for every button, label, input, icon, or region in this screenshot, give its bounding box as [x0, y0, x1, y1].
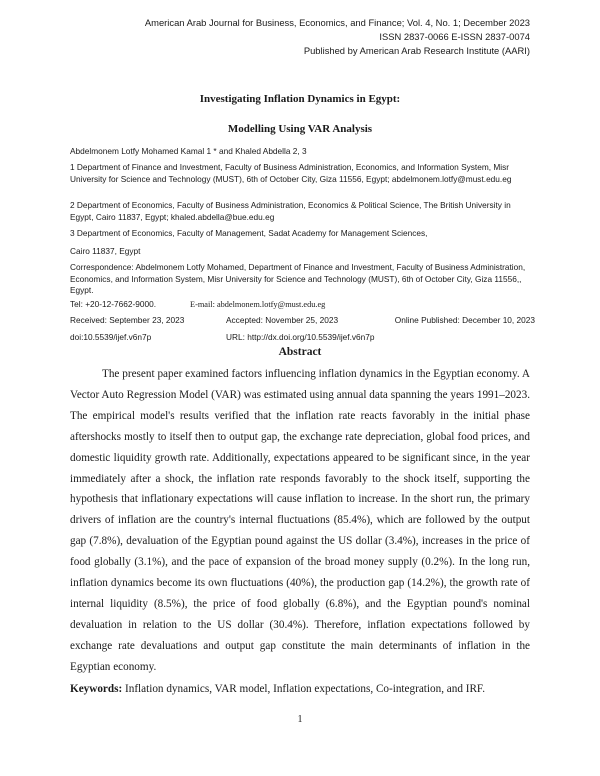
issn-line: ISSN 2837-0066 E-ISSN 2837-0074 [379, 31, 530, 42]
journal-header [60, 16, 530, 58]
affiliation-3-city: Cairo 11837, Egypt [70, 246, 141, 256]
email: E-mail: abdelmonem.lotfy@must.edu.eg [190, 300, 326, 309]
keywords-label: Keywords: [70, 683, 123, 695]
correspondence: Correspondence: Abdelmonem Lotfy Mohamed, Department of Finance and Investment, Faculty of Business Administration, Economics, and Information System, Misr University for Science and Technology (MUST), 6th of October City, Giza 11556,, Egypt. [70, 262, 526, 296]
journal-name: American Arab Journal for Business, Economics, and Finance; Vol. 4, No. 1; December 2023 [144, 17, 530, 28]
affiliation-3: 3 Department of Economics, Faculty of Management, Sadat Academy for Management Sciences, [70, 228, 428, 238]
doi-url[interactable]: URL: http://dx.doi.org/10.5539/ijef.v6n7p [226, 332, 375, 342]
affiliation-2: 2 Department of Economics, Faculty of Business Administration, Economics & Political Science, The British University in Egypt, Cairo 11837, Egypt; khaled.abdella@bue.edu.eg [70, 200, 511, 222]
telephone: Tel: +20-12-7662-9000. [70, 299, 157, 309]
authors: Abdelmonem Lotfy Mohamed Kamal 1 * and Khaled Abdella 2, 3 [70, 146, 307, 156]
publisher-line: Published by American Arab Research Institute (AARI) [303, 45, 530, 56]
doi: doi:10.5539/ijef.v6n7p [70, 332, 152, 342]
paper-subtitle: Modelling Using VAR Analysis [227, 123, 373, 135]
keywords-text: Inflation dynamics, VAR model, Inflation expectations, Co-integration, and IRF. [122, 683, 486, 695]
abstract-heading: Abstract [278, 346, 322, 358]
paper-title: Investigating Inflation Dynamics in Egypt: [199, 93, 401, 105]
keywords [70, 683, 535, 695]
affiliation-1: 1 Department of Finance and Investment, Faculty of Business Administration, Economics, and Information System, Misr University for Science and Technology (MUST), 6th of October City, Giza 11556, Egypt; abdelmonem.lotfy@must.edu.eg [70, 162, 512, 184]
accepted-date: Accepted: November 25, 2023 [226, 315, 339, 325]
page-number: 1 [297, 714, 303, 725]
received-date: Received: September 23, 2023 [70, 315, 185, 325]
abstract-body: The present paper examined factors influencing inflation dynamics in the Egyptian economy. A Vector Auto Regression Model (VAR) was estimated using annual data spanning the years 1991–2023. The empirical model's results verified that the inflation rate reacts favorably in the initial phase aftershocks mostly to itself then to output gap, the exchange rate depreciation, global food prices, and domestic liquidity growth rate. Additionally, expectations appeared to be significant since, in the year immediately after a shock, the inflation rate responds favorably to the shock itself, supporting the hypothesis that inflationary expectations will cause inflation to increase. In the short run, the primary drivers of inflation are the country's internal fluctuations (85.4%), which are followed by the output gap (7.8%), devaluation of the Egyptian pound against the US dollar (3.4%), increases in the price of food globally (3.1%), and the pace of expansion of the broad money supply (0.2%). In the long run, inflation dynamics become its own fluctuations (40%), the production gap (14.2%), the growth rate of internal liquidity (8.5%), the price of food globally (6.8%), and the Egyptian pound's nominal devaluation in relation to the US dollar (30.4%). Therefore, inflation expectations followed by exchange rate devaluations and output gap constitute the main determinants of inflation in the Egyptian economy. [70, 368, 530, 673]
published-date: Online Published: December 10, 2023 [394, 315, 535, 325]
